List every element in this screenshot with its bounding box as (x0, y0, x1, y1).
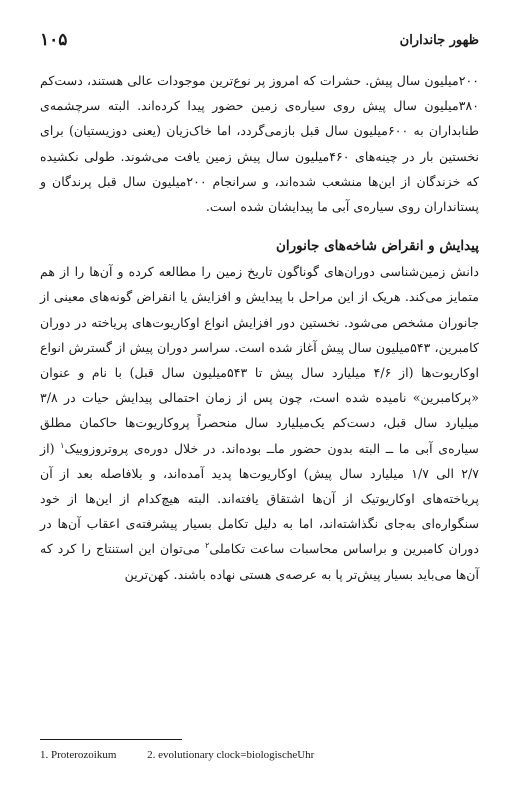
footnote-1: 1. Proterozoikum (40, 749, 117, 761)
footnote-divider (40, 739, 182, 740)
paragraph-2-part-c: می‌توان این استنتاج را کرد که آن‌ها می‌باید بسیار پیش‌تر پا به عرصه‌ی هستی نهاده باشند. کهن‌ترین (40, 541, 479, 582)
page-body (40, 68, 479, 587)
footnote-ref-1: ۱ (60, 440, 65, 450)
running-title: ظهور جانداران (399, 33, 479, 48)
footnotes (40, 749, 342, 761)
paragraph-2 (40, 259, 479, 587)
paragraph-2-part-a: دانش زمین‌شناسی دوران‌های گوناگون تاریخ زمین را مطالعه کرده و آن‌ها را از هم متمایز می‌کند. هریک از این مراحل با پیدایش و افزایش یا انقراض گونه‌های معینی از جانوران مشخص می‌شود. نخستین دور افزایش انواع اوکاریوت‌های پریاخته در دوران کامبرین، ۵۴۳میلیون سال پیش آغاز شده است. سراسر دوران پیش از گسترش انواع اوکاریوت‌ها (از ۴/۶ میلیارد سال پیش تا ۵۴۳میلیون سال قبل) با نام و عنوان «پرکامبرین» نامیده شده است، چون پس از زمان احتمالی پیدایش حیات در ۳/۸ میلیارد سال قبل، دست‌کم یک‌میلیارد سال منحصراً پروکاریوت‌ها حاکمان مطلق سیاره‌ی آبی ما ــ البته بدون حضور ماــ بوده‌اند. در خلال دوره‌ی پروتروزوییک (40, 264, 479, 456)
page-header (40, 30, 479, 54)
page-number: ۱۰۵ (40, 30, 68, 50)
footnote-2: 2. evolutionary clock=biologischeUhr (147, 749, 315, 761)
section-heading: پیدایش و انقراض شاخه‌های جانوران (276, 238, 479, 255)
paragraph-2-part-b: (از ۲/۷ الی ۱/۷ میلیارد سال پیش) اوکاریوت‌ها پدید آمده‌اند، و بلافاصله بعد از آن پریاخته‌های اوکاریوتیک از آن‌ها اشتقاق یافته‌اند. البته هیچ‌کدام از این‌ها از خود سنگواره‌ای به‌جای نگذاشته‌اند، اما به دلیل تکامل بسیار پیشرفته‌ی اعقاب آن‌ها در دوران کامبرین و براساس محاسبات ساعت تکاملی (40, 440, 479, 557)
footnote-ref-2: ۲ (205, 541, 210, 551)
paragraph-1: ۲۰۰میلیون سال پیش. حشرات که امروز پر نوع‌ترین موجودات عالی هستند، دست‌کم ۳۸۰میلیون سال پیش روی سیاره‌ی زمین حضور پیدا کرده‌اند. البته سرچشمه‌ی طنابداران به ۶۰۰میلیون سال قبل بازمی‌گردد، اما خاک‌زیان (یعنی دوزیستیان) برای نخستین بار در چینه‌های ۴۶۰میلیون سال پیش زمین یافت می‌شوند. طولی نکشیده که خزندگان از این‌ها منشعب شده‌اند، و سرانجام ۲۰۰میلیون سال قبل پرندگان و پستانداران روی سیاره‌ی آبی ما پیدایشان شده است. (40, 73, 480, 215)
